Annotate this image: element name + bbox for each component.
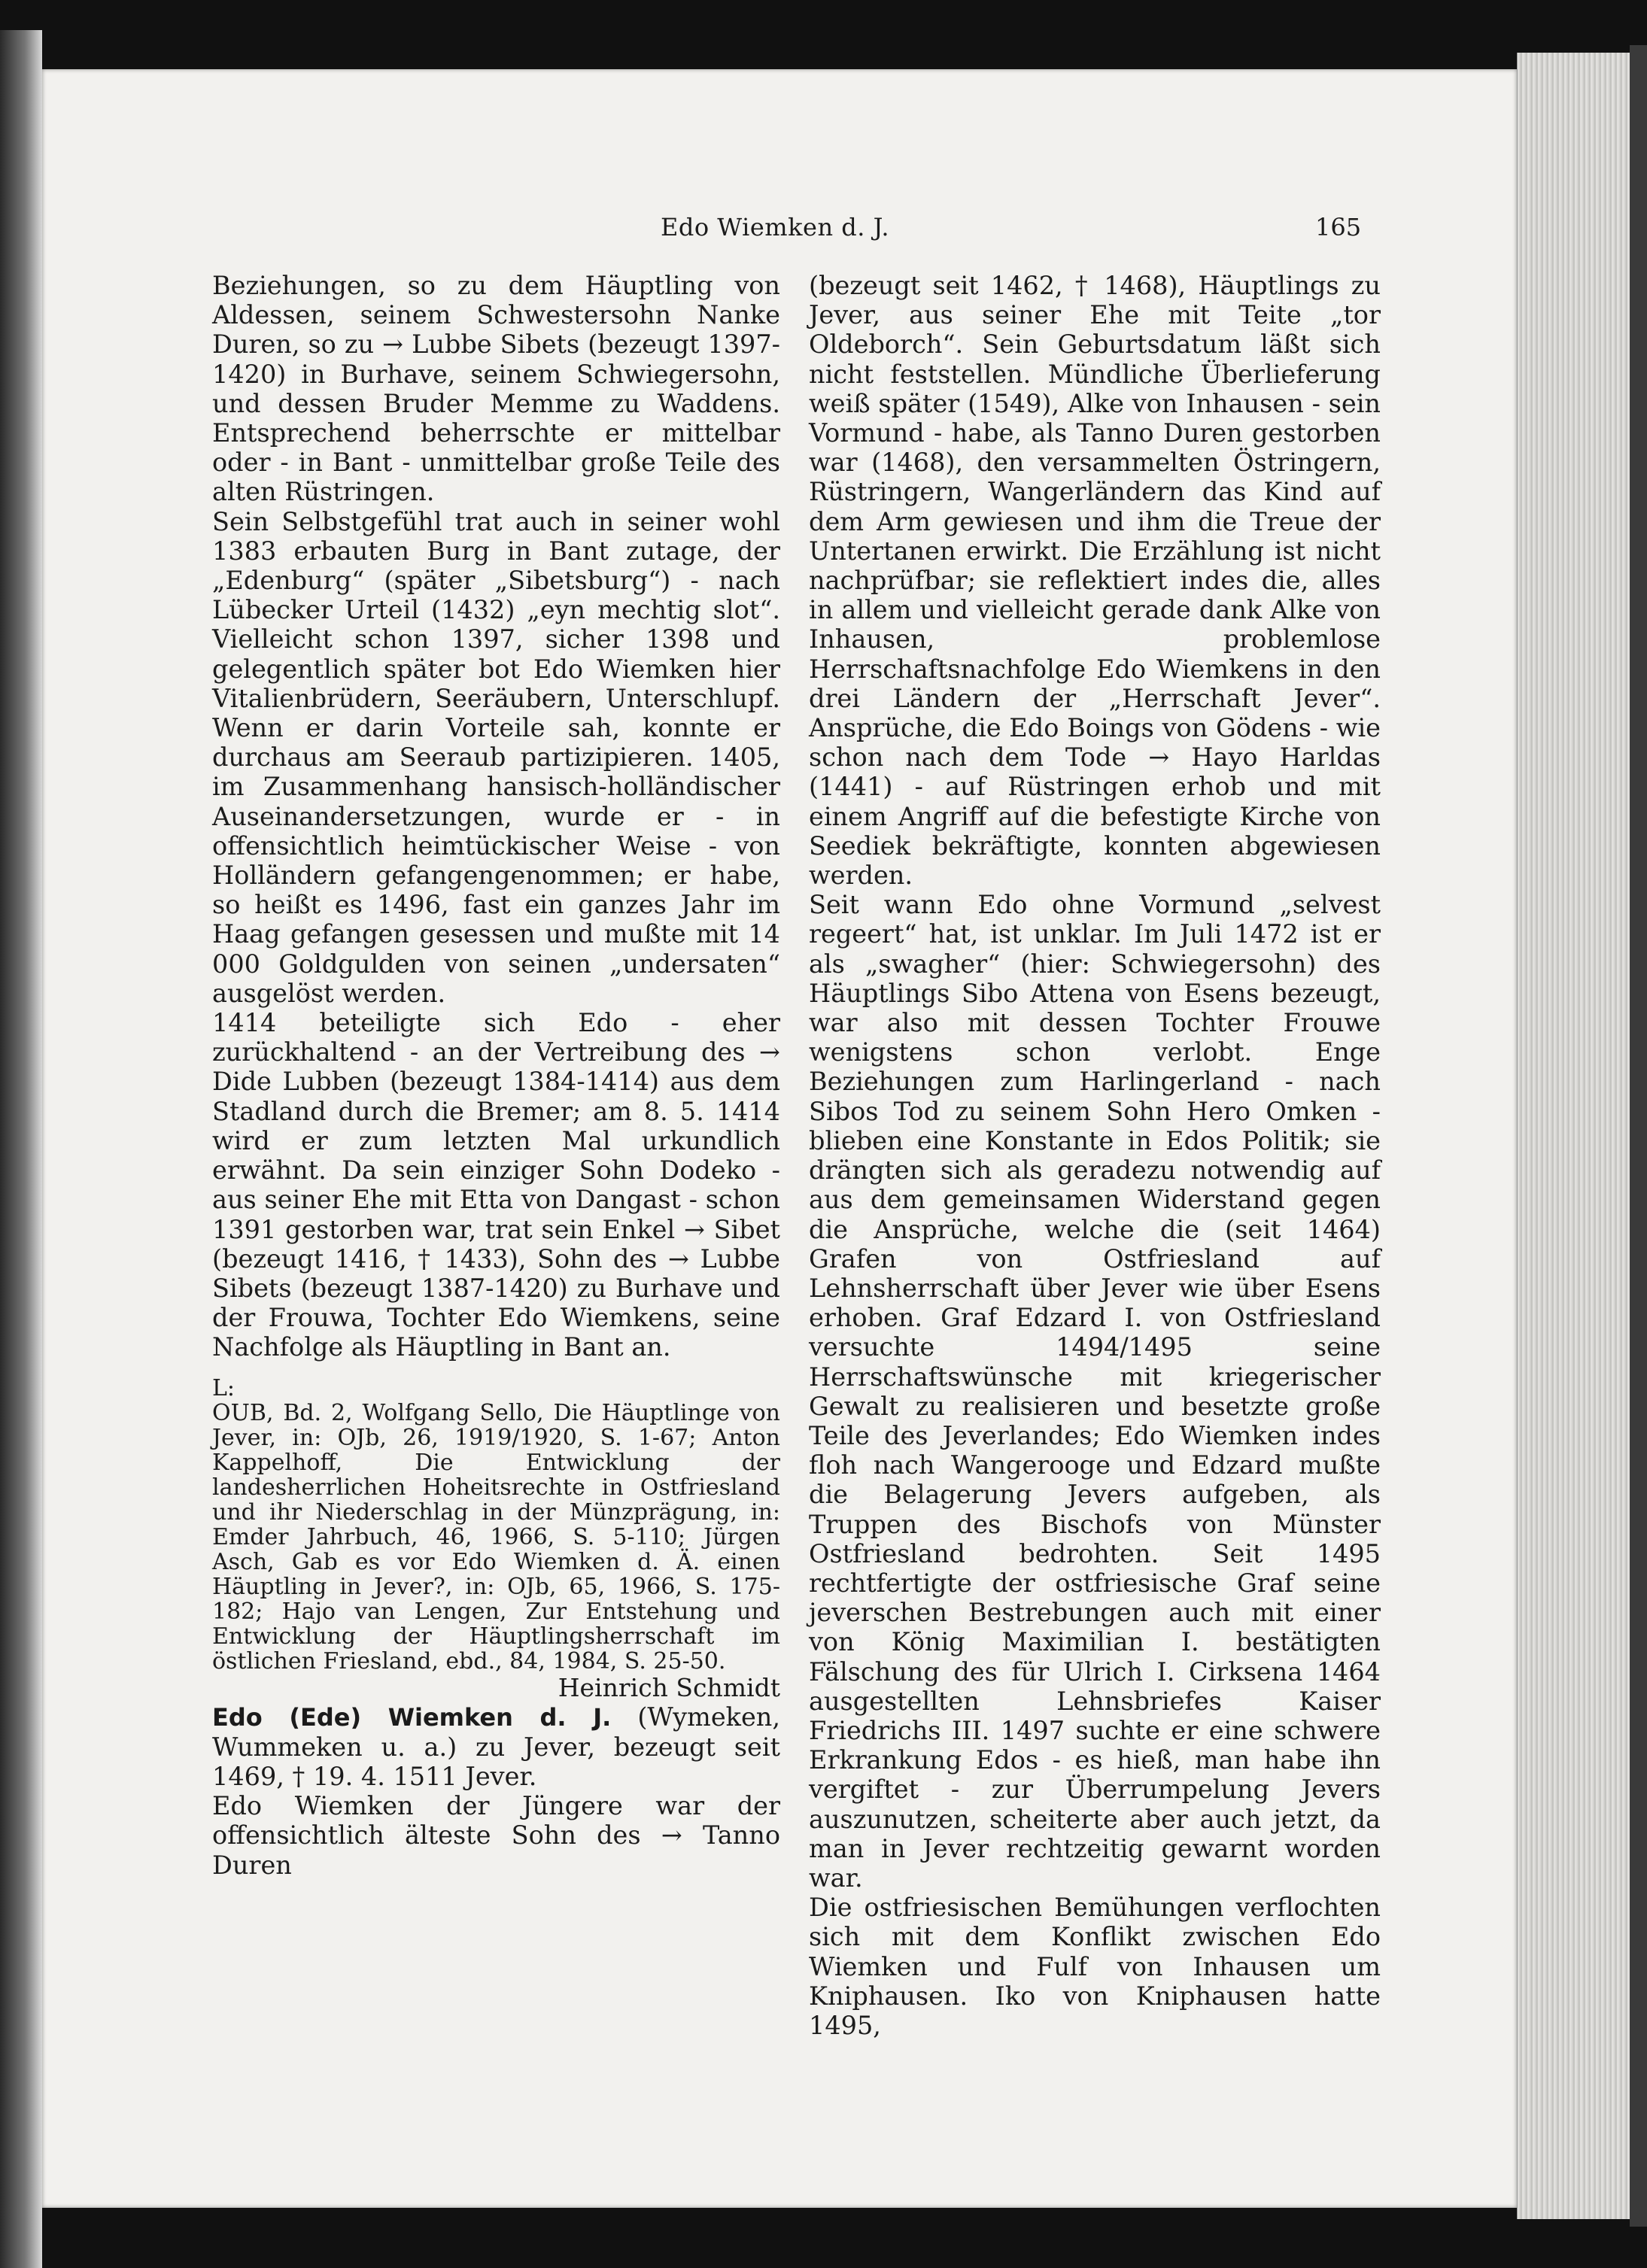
entry-heading [212,1702,780,1792]
paragraph: Die ostfriesischen Bemühungen verflochten sich mit dem Konflikt zwischen Edo Wiemken und Fulf von Inhausen um Kniphausen. Iko von Kniphausen hatte 1495, [809,1893,1381,2040]
entry-title: Edo (Ede) Wiemken d. J. [212,1702,612,1732]
literature-section [212,1376,780,1674]
left-column [212,271,780,1880]
entry-text: Edo Wiemken der Jüngere war der offensichtlich älteste Sohn des → Tanno Duren [212,1791,780,1880]
paragraph: (bezeugt seit 1462, † 1468), Häuptlings zu Jever, aus seiner Ehe mit Teite „tor Oldeborch“. Sein Geburtsdatum läßt sich nicht feststellen. Mündliche Überlieferung weiß später (1549), Alke von Inhausen - sein Vormund - habe, als Tanno Duren gestorben war (1468), den versammelten Östringern, Rüstringern, Wangerländern das Kind auf dem Arm gewiesen und ihm die Treue der Untertanen erwirkt. Die Erzählung ist nicht nachprüfbar; sie reflektiert indes die, alles in allem und vielleicht gerade dank Alke von Inhausen, problemlose Herrschaftsnachfolge Edo Wiemkens in den drei Ländern der „Herrschaft Jever“. Ansprüche, die Edo Boings von Gödens - wie schon nach dem Tode → Hayo Harldas (1441) - auf Rüstringen erhob und mit einem Angriff auf die befestigte Kirche von Seediek bekräftigte, konnten abgewiesen werden. [809,271,1381,891]
paragraph: 1414 beteiligte sich Edo - eher zurückhaltend - an der Vertreibung des → Dide Lubben (bezeugt 1384-1414) aus dem Stadland durch die Bremer; am 8. 5. 1414 wird er zum letzten Mal urkundlich erwähnt. Da sein einziger Sohn Dodeko - aus seiner Ehe mit Etta von Dangast - schon 1391 gestorben war, trat sein Enkel → Sibet (bezeugt 1416, † 1433), Sohn des → Lubbe Sibets (bezeugt 1387-1420) zu Burhave und der Frouwa, Tochter Edo Wiemkens, seine Nachfolge als Häuptling in Bant an. [212,1008,780,1362]
page-edges [1517,53,1630,2219]
author-signature: Heinrich Schmidt [558,1672,780,1702]
right-column [809,271,1381,2040]
entry-intro: (Wymeken, Wummeken u. a.) zu Jever, bezeugt seit 1469, † 19. 4. 1511 Jever. [212,1702,780,1791]
paragraph: Sein Selbstgefühl trat auch in seiner wohl 1383 erbauten Burg in Bant zutage, der „Edenburg“ (später „Sibetsburg“) - nach Lübecker Urteil (1432) „eyn mechtig slot“. Vielleicht schon 1397, sicher 1398 und gelegentlich später bot Edo Wiemken hier Vitalienbrüdern, Seeräubern, Unterschlupf. Wenn er darin Vorteile sah, konnte er durchaus am Seeraub partizipieren. 1405, im Zusammenhang hansisch-holländischer Auseinandersetzungen, wurde er - in offensichtlich heimtückischer Weise - von Holländern gefangengenommen; er habe, so heißt es 1496, fast ein ganzes Jahr im Haag gefangen gesessen und mußte mit 14 000 Goldgulden von seinen „undersaten“ ausgelöst werden. [212,506,780,1008]
paragraph: Beziehungen, so zu dem Häuptling von Aldessen, seinem Schwestersohn Nanke Duren, so zu → Lubbe Sibets (bezeugt 1397-1420) in Burhave, seinem Schwiegersohn, und dessen Bruder Memme zu Waddens. Entsprechend beherrschte er mittelbar oder - in Bant - unmittelbar große Teile des alten Rüstringen. [212,271,780,507]
page-number: 165 [1315,213,1362,241]
running-head: Edo Wiemken d. J. [661,213,890,241]
paragraph: Seit wann Edo ohne Vormund „selvest regeert“ hat, ist unklar. Im Juli 1472 ist er als „swagher“ (hier: Schwiegersohn) des Häuptlings Sibo Attena von Esens bezeugt, war also mit dessen Tochter Frouwe wenigstens schon verlobt. Enge Beziehungen zum Harlingerland - nach Sibos Tod zu seinem Sohn Hero Omken - blieben eine Konstante in Edos Politik; sie drängten sich als geradezu notwendig auf aus dem gemeinsamen Widerstand gegen die Ansprüche, welche die (seit 1464) Grafen von Ostfriesland auf Lehnsherrschaft über Jever wie über Esens erhoben. Graf Edzard I. von Ostfriesland versuchte 1494/1495 seine Herrschaftswünsche mit kriegerischer Gewalt zu realisieren und besetzte große Teile des Jeverlandes; Edo Wiemken indes floh nach Wangerooge und Edzard mußte die Belagerung Jevers aufgeben, als Truppen des Bischofs von Münster Ostfriesland bedrohten. Seit 1495 rechtfertigte der ostfriesische Graf seine jeverschen Bestrebungen auch mit einer von König Maximilian I. bestätigten Fälschung des für Ulrich I. Cirksena 1464 ausgestellten Lehnsbriefes Kaiser Friedrichs III. 1497 suchte er eine schwere Erkrankung Edos - es hieß, man habe ihn vergiftet - zur Überrumpelung Jevers auszunutzen, scheiterte aber auch jetzt, da man in Jever rechtzeitig gewarnt worden war. [809,890,1381,1893]
book-spine [0,30,42,2268]
literature-text: OUB, Bd. 2, Wolfgang Sello, Die Häuptlinge von Jever, in: OJb, 26, 1919/1920, S. 1-67; Anton Kappelhoff, Die Entwicklung der landesherrlichen Hoheitsrechte in Ostfriesland und ihr Niederschlag in der Münzprägung, in: Emder Jahrbuch, 46, 1966, S. 5-110; Jürgen Asch, Gab es vor Edo Wiemken d. Ä. einen Häuptling in Jever?, in: OJb, 65, 1966, S. 175-182; Hajo van Lengen, Zur Entstehung und Entwicklung der Häuptlingsherrschaft im östlichen Friesland, ebd., 84, 1984, S. 25-50. [212,1399,780,1674]
literature-label: L: [212,1374,236,1401]
book-cover-edge [1630,45,1647,2227]
